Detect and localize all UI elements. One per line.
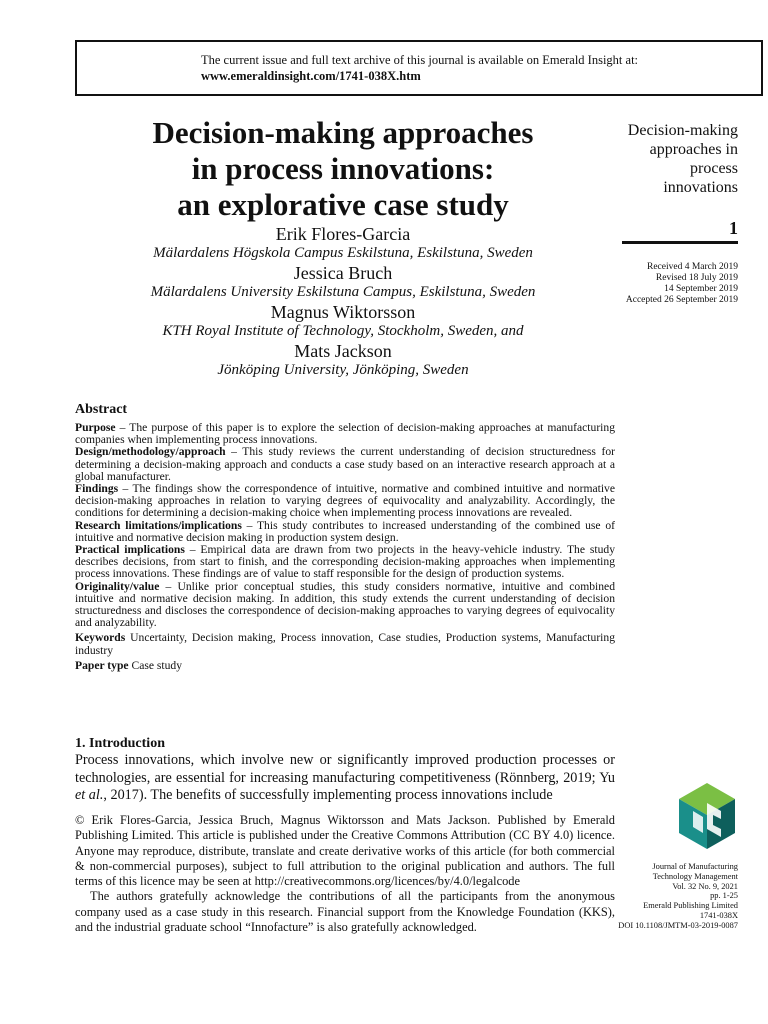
journal-info [600,862,738,931]
author-affiliation: KTH Royal Institute of Technology, Stockholm, Sweden, and [162,323,524,339]
date-line: Received 4 March 2019 [646,262,738,272]
author-affiliation: Mälardalens University Eskilstuna Campus, Eskilstuna, Sweden [150,284,536,300]
purpose-text: – The purpose of this paper is to explore the selection of decision-making approaches at manufacturing companies when implementing process innovations. [75,421,615,447]
journal-line: Vol. 32 No. 9, 2021 [672,881,738,891]
originality-label: Originality/value [75,579,160,593]
running-title-line: Decision-making [627,122,738,139]
abstract-heading: Abstract [75,402,128,417]
abstract-originality [75,581,615,630]
article-title [100,115,586,223]
abstract-findings [75,483,615,520]
journal-url-link[interactable]: www.emeraldinsight.com/1741-038X.htm [201,69,421,83]
abstract-purpose [75,422,615,446]
keywords-label: Keywords [75,631,126,645]
abstract-keywords [75,632,615,656]
introduction-heading: 1. Introduction [75,736,165,751]
abstract-limitations [75,520,615,544]
banner-line: The current issue and full text archive of this journal is available on Emerald Insight at: [201,53,639,67]
author-affiliation: Mälardalens Högskola Campus Eskilstuna, Eskilstuna, Sweden [153,245,533,261]
running-title [590,121,738,197]
author-affiliation: Jönköping University, Jönköping, Sweden [217,362,469,378]
doi-link[interactable]: DOI 10.1108/JMTM-03-2019-0087 [618,920,738,930]
journal-line: Technology Management [652,871,738,881]
journal-line: Journal of Manufacturing [652,862,738,871]
design-text: – This study reviews the current understanding of decision structuredness for determining a decision-making approach and conducts a case study based on an interactive research approach at a global manufacturer. [75,445,615,483]
date-line: 14 September 2019 [664,284,738,294]
intro-text: , 2017). The benefits of successfully implementing process innovations include [103,787,553,803]
running-title-line: innovations [663,179,738,196]
paper-type-text: Case study [128,658,183,672]
keywords-text: Uncertainty, Decision making, Process innovation, Case studies, Production systems, Manufacturing industry [75,631,615,657]
author-list [90,224,596,380]
intro-etal: et al. [75,787,104,803]
introduction-section [75,736,615,805]
limitations-label: Research limitations/implications [75,518,242,532]
journal-line: Emerald Publishing Limited [643,901,738,911]
emerald-logo-icon [677,781,737,851]
journal-line: 1741-038X [699,910,738,920]
journal-line: pp. 1-25 [710,891,738,901]
originality-text: – Unlike prior conceptual studies, this study considers normative, intuitive and combined intuitive and normative decision making. In addition, this study extends the current understanding of decision structuredness and discloses the correspondence of decision-making approaches to varying degrees of equivocality and analyzability. [75,579,615,630]
running-title-line: approaches in [649,141,738,158]
introduction-body [75,752,615,805]
running-title-line: process [690,160,738,177]
practical-label: Practical implications [75,543,185,557]
limitations-text: – This study contributes to increased understanding of the combined use of intuitive and normative decision making in production system design. [75,518,615,544]
practical-text: – Empirical data are drawn from two projects in the heavy-vehicle industry. The study describes decisions, from start to finish, and the corresponding decision-making approaches when implementing process innovations. These findings are of value to staff responsible for the design of production systems. [75,543,616,581]
paper-type-label: Paper type [75,658,129,672]
sidebar-divider [622,241,738,244]
submission-dates [600,262,738,306]
license-text: © Erik Flores-Garcia, Jessica Bruch, Magnus Wiktorsson and Mats Jackson. Published by Emerald Publishing Limited. This article is published under the Creative Commons Attribution (CC BY 4.0) licence. Anyone may reproduce, distribute, translate and create derivative works of this article (for both commercial & non-commercial purposes), subject to full attribution to the original publication and authors. The full terms of this licence may be seen at http://creativecommons.org/licences/by/4.0/legalcode [75,813,615,889]
findings-text: – The findings show the correspondence of intuitive, normative and combined intuitive and normative decision-making approaches in relation to varying degrees of equivocality and analyzability. Accordingly, the conditions for determining a decision-making choice when implementing process innovations are revealed. [75,482,615,520]
abstract-design [75,446,615,483]
abstract-practical [75,544,615,581]
page-number: 1 [729,218,738,238]
date-line: Revised 18 July 2019 [655,273,738,283]
journal-archive-banner [75,40,763,96]
purpose-label: Purpose [75,421,116,434]
date-line: Accepted 26 September 2019 [625,295,738,305]
abstract-section [75,402,615,672]
author-name: Jessica Bruch [293,263,393,283]
author-name: Mats Jackson [294,341,392,361]
title-line-3: an explorative case study [177,187,509,222]
abstract-paper-type [75,660,615,672]
license-footnote [75,813,615,935]
banner-text [201,52,638,84]
author-name: Magnus Wiktorsson [270,302,416,322]
title-line-1: Decision-making approaches [152,115,534,150]
design-label: Design/methodology/approach [75,445,226,459]
findings-label: Findings [75,482,119,496]
title-line-2: in process innovations: [191,151,495,186]
intro-text: Process innovations, which involve new or significantly improved production processes or technologies, are essential for increasing manufacturing competitiveness (Rönnberg, 2019; Yu [75,752,615,786]
acknowledgement-text: The authors gratefully acknowledge the contributions of all the participants from the anonymous company used as a case study in this research. Financial support from the Knowledge Foundation (KKS), and the industrial graduate school “Innofacture” is also gratefully acknowledged. [75,889,615,935]
author-name: Erik Flores-Garcia [275,224,411,244]
